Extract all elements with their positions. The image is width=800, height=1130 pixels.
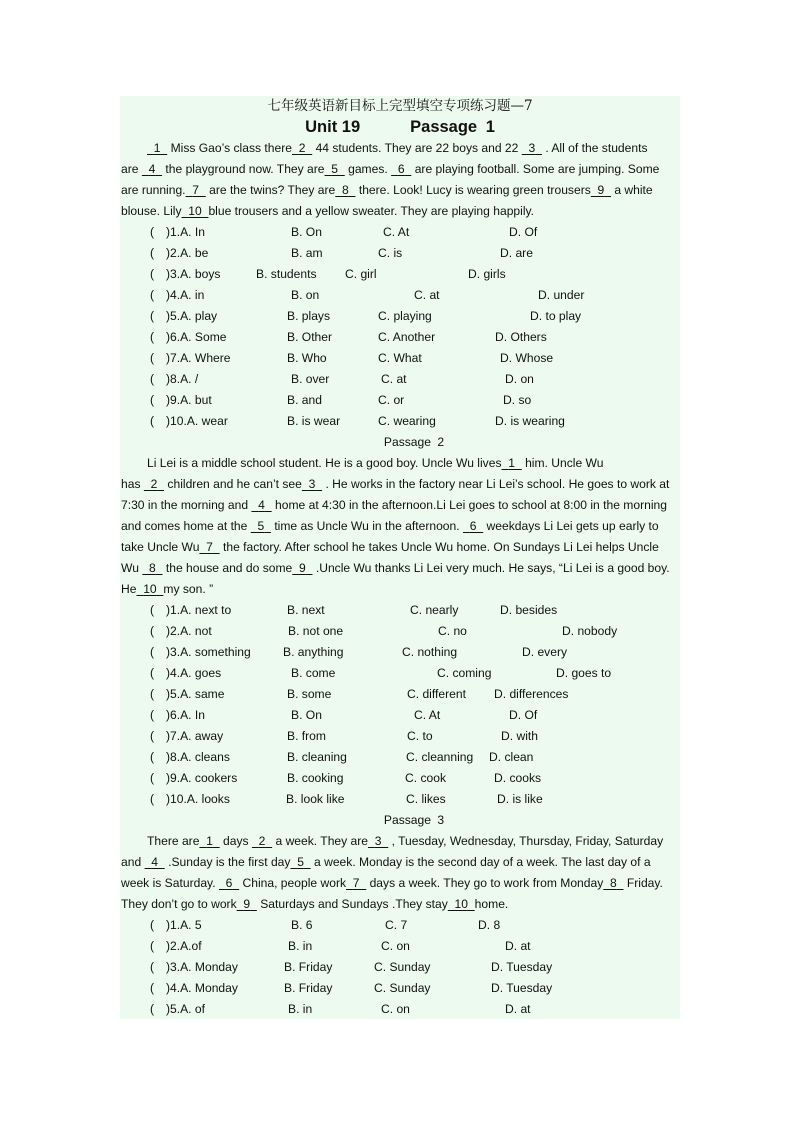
text-run: and xyxy=(121,855,145,869)
option-b: B. and xyxy=(287,393,322,407)
option-d: D. goes to xyxy=(556,666,612,680)
answer-bracket-close: ) xyxy=(166,708,171,722)
option-d: D. to play xyxy=(530,309,582,323)
option-d: D. at xyxy=(505,939,531,953)
option-b: B. anything xyxy=(283,645,344,659)
question-row xyxy=(120,621,680,642)
option-a-group xyxy=(166,264,220,285)
text-run: blue trousers and a yellow sweater. They are playing happily. xyxy=(208,204,535,218)
text-run: days xyxy=(219,834,252,848)
option-a: 3.A. something xyxy=(170,645,251,659)
option-b: B. cleaning xyxy=(287,750,347,764)
text-run: are running. xyxy=(121,183,186,197)
answer-bracket-open: ( xyxy=(150,1002,155,1016)
option-d: D. Of xyxy=(509,708,538,722)
option-b: B. On xyxy=(291,708,322,722)
option-c: C. at xyxy=(414,288,440,302)
question-row xyxy=(120,936,680,957)
question-row xyxy=(120,999,680,1020)
option-a-group xyxy=(166,327,227,348)
option-b: B. on xyxy=(291,288,320,302)
option-c: C. different xyxy=(407,687,466,701)
answer-bracket-open: ( xyxy=(150,687,155,701)
answer-bracket-open: ( xyxy=(150,351,155,365)
text-run: has xyxy=(121,477,144,491)
question-row xyxy=(120,705,680,726)
option-c: C. at xyxy=(381,372,407,386)
answer-bracket-open: ( xyxy=(150,225,155,239)
option-c: C. on xyxy=(381,939,410,953)
text-run: weekdays Li Lei gets up early to xyxy=(483,519,659,533)
text-run: Friday. xyxy=(623,876,663,890)
option-b: B. some xyxy=(287,687,332,701)
option-a-group xyxy=(166,390,212,411)
option-d: D. clean xyxy=(489,750,534,764)
passage-heading: Passage 1 xyxy=(410,118,495,136)
answer-blank: 9 xyxy=(597,183,605,197)
answer-bracket-close: ) xyxy=(166,624,171,638)
text-run: the playground now. They are xyxy=(162,162,325,176)
option-c: C. At xyxy=(383,225,410,239)
option-a-group xyxy=(166,411,228,432)
question-row xyxy=(120,369,680,390)
text-run: the house and do some xyxy=(162,561,293,575)
answer-bracket-open: ( xyxy=(150,939,155,953)
answer-bracket-open: ( xyxy=(150,918,155,932)
option-d: D. differences xyxy=(494,687,569,701)
text-run: games. xyxy=(344,162,392,176)
answer-bracket-close: ) xyxy=(166,750,171,764)
answer-blank: 5 xyxy=(297,855,304,869)
paragraph-line xyxy=(120,453,680,474)
answer-bracket-open: ( xyxy=(150,330,155,344)
answer-blank: 9 xyxy=(299,561,306,575)
paragraph-line xyxy=(120,474,680,495)
option-a-group xyxy=(166,663,221,684)
answer-bracket-close: ) xyxy=(166,372,171,386)
answer-blank: 8 xyxy=(149,561,156,575)
answer-bracket-close: ) xyxy=(166,288,171,302)
option-c: C. on xyxy=(381,1002,410,1016)
answer-blank: 8 xyxy=(342,183,349,197)
text-run: my son. ” xyxy=(163,582,214,596)
answer-bracket-close: ) xyxy=(166,414,171,428)
option-c: C. girl xyxy=(345,267,377,281)
text-run: and comes home at the xyxy=(121,519,251,533)
text-run: .Sunday is the first day xyxy=(164,855,291,869)
answer-bracket-open: ( xyxy=(150,792,155,806)
option-d: D. nobody xyxy=(562,624,618,638)
answer-blank: 2 xyxy=(150,477,158,491)
option-a-group xyxy=(166,348,231,369)
answer-bracket-close: ) xyxy=(166,351,171,365)
answer-bracket-open: ( xyxy=(150,246,155,260)
answer-blank: 1 xyxy=(153,141,161,155)
answer-blank: 8 xyxy=(610,876,617,890)
text-run: Wu xyxy=(121,561,143,575)
question-row xyxy=(120,411,680,432)
question-row xyxy=(120,306,680,327)
option-c: C. wearing xyxy=(378,414,436,428)
option-c: C. 7 xyxy=(385,918,408,932)
option-b: B. not one xyxy=(288,624,344,638)
answer-bracket-open: ( xyxy=(150,750,155,764)
question-row xyxy=(120,747,680,768)
question-row xyxy=(120,243,680,264)
answer-bracket-close: ) xyxy=(166,1002,171,1016)
text-run: are the twins? They are xyxy=(205,183,336,197)
option-a: 1.A. In xyxy=(170,225,205,239)
option-b: B. Who xyxy=(287,351,327,365)
unit-heading xyxy=(120,117,680,138)
paragraph-line xyxy=(120,138,680,159)
paragraph-line xyxy=(120,852,680,873)
option-b: B. from xyxy=(287,729,326,743)
answer-bracket-close: ) xyxy=(166,981,171,995)
option-d: D. besides xyxy=(500,603,558,617)
unit-label: Unit 19 xyxy=(305,118,361,136)
option-b: B. students xyxy=(256,267,317,281)
answer-bracket-open: ( xyxy=(150,267,155,281)
option-a: 5.A. same xyxy=(170,687,225,701)
text-run: week is Saturday. xyxy=(121,876,219,890)
text-run: Miss Gao’s class there xyxy=(167,141,292,155)
answer-bracket-open: ( xyxy=(150,372,155,386)
text-run: him. Uncle Wu xyxy=(521,456,604,470)
option-d: D. Of xyxy=(509,225,538,239)
answer-bracket-open: ( xyxy=(150,981,155,995)
question-row xyxy=(120,222,680,243)
paragraph-line xyxy=(120,180,680,201)
option-a-group xyxy=(166,684,224,705)
option-a-group xyxy=(166,768,237,789)
text-run: Saturdays and Sundays .They stay xyxy=(256,897,448,911)
option-a-group xyxy=(166,642,251,663)
option-a-group xyxy=(166,726,223,747)
answer-bracket-open: ( xyxy=(150,645,155,659)
paragraph-line xyxy=(120,894,680,915)
question-row xyxy=(120,726,680,747)
text-run: There are xyxy=(147,834,200,848)
passage-heading: Passage 3 xyxy=(383,813,445,827)
answer-bracket-open: ( xyxy=(150,393,155,407)
option-a-group xyxy=(166,747,230,768)
text-run: children and he can’t see xyxy=(164,477,302,491)
option-d: D. Others xyxy=(495,330,547,344)
text-run: .Uncle Wu thanks Li Lei very much. He says, “Li Lei is a good boy. xyxy=(312,561,670,575)
question-row xyxy=(120,348,680,369)
option-a: 4.A. goes xyxy=(170,666,222,680)
text-run: a week. Monday is the second day of a week. The last day of a xyxy=(310,855,651,869)
option-b: B. Friday xyxy=(284,981,333,995)
question-row xyxy=(120,957,680,978)
option-b: B. On xyxy=(291,225,322,239)
option-a: 8.A. cleans xyxy=(170,750,230,764)
option-d: D. Tuesday xyxy=(491,960,553,974)
option-d: D. every xyxy=(522,645,568,659)
answer-bracket-close: ) xyxy=(166,792,171,806)
answer-blank: 6 xyxy=(397,162,405,176)
question-row xyxy=(120,642,680,663)
option-a: 4.A. Monday xyxy=(170,981,238,995)
option-c: C. no xyxy=(438,624,467,638)
option-a: 5.A. of xyxy=(170,1002,205,1016)
option-a: 2.A. be xyxy=(170,246,209,260)
answer-bracket-open: ( xyxy=(150,603,155,617)
question-row xyxy=(120,264,680,285)
answer-blank: 9 xyxy=(243,897,251,911)
option-a: 9.A. but xyxy=(170,393,212,407)
answer-blank: 5 xyxy=(331,162,338,176)
option-a-group xyxy=(166,222,205,243)
answer-blank: 4 xyxy=(151,855,159,869)
option-a: 10.A. looks xyxy=(170,792,230,806)
option-a: 7.A. Where xyxy=(170,351,231,365)
answer-bracket-close: ) xyxy=(166,918,171,932)
option-d: D. with xyxy=(501,729,538,743)
question-row xyxy=(120,600,680,621)
question-row xyxy=(120,789,680,810)
answer-bracket-close: ) xyxy=(166,603,171,617)
option-b: B. next xyxy=(287,603,325,617)
option-a: 2.A.of xyxy=(170,939,202,953)
answer-blank: 1 xyxy=(206,834,213,848)
option-a: 1.A. next to xyxy=(170,603,232,617)
answer-bracket-close: ) xyxy=(166,267,171,281)
answer-bracket-close: ) xyxy=(166,666,171,680)
paragraph-line xyxy=(120,516,680,537)
option-a: 3.A. boys xyxy=(170,267,221,281)
text-run: blouse. Lily xyxy=(121,204,182,218)
option-b: B. in xyxy=(288,939,313,953)
option-b: B. Friday xyxy=(284,960,333,974)
option-d: D. girls xyxy=(468,267,506,281)
paragraph-line xyxy=(120,558,680,579)
text-run: time as Uncle Wu in the afternoon. xyxy=(270,519,463,533)
option-c: C. or xyxy=(378,393,405,407)
answer-bracket-close: ) xyxy=(166,771,171,785)
option-c: C. Another xyxy=(378,330,436,344)
text-run: the factory. After school he takes Uncle Wu home. On Sundays Li Lei helps Uncle xyxy=(219,540,659,554)
option-a-group xyxy=(166,915,202,936)
option-d: D. is wearing xyxy=(495,414,565,428)
passage-heading: Passage 2 xyxy=(383,435,445,449)
paragraph-line xyxy=(120,159,680,180)
option-a: 6.A. In xyxy=(170,708,205,722)
option-b: B. come xyxy=(291,666,336,680)
option-a-group xyxy=(166,789,230,810)
question-row xyxy=(120,978,680,999)
text-run: . He works in the factory near Li Lei’s school. He goes to work at xyxy=(322,477,670,491)
option-c: C. At xyxy=(414,708,441,722)
option-c: C. is xyxy=(378,246,403,260)
option-a-group xyxy=(166,957,238,978)
answer-bracket-close: ) xyxy=(166,246,171,260)
text-run: 44 students. They are 22 boys and 22 xyxy=(312,141,522,155)
option-d: D. on xyxy=(505,372,534,386)
question-row xyxy=(120,768,680,789)
text-run: are playing football. Some are jumping. Some xyxy=(411,162,660,176)
option-c: C. to xyxy=(407,729,433,743)
answer-bracket-open: ( xyxy=(150,771,155,785)
option-d: D. so xyxy=(503,393,532,407)
answer-bracket-open: ( xyxy=(150,309,155,323)
option-b: B. Other xyxy=(287,330,333,344)
question-row xyxy=(120,285,680,306)
option-b: B. am xyxy=(291,246,323,260)
answer-blank: 3 xyxy=(308,477,316,491)
option-a: 6.A. Some xyxy=(170,330,227,344)
question-row xyxy=(120,327,680,348)
option-c: C. cleanning xyxy=(406,750,474,764)
answer-blank: 10 xyxy=(143,582,157,596)
answer-blank: 7 xyxy=(206,540,213,554)
option-b: B. in xyxy=(288,1002,313,1016)
option-a-group xyxy=(166,369,198,390)
option-c: C. Sunday xyxy=(374,960,431,974)
question-row xyxy=(120,915,680,936)
option-a: 1.A. 5 xyxy=(170,918,202,932)
option-b: B. is wear xyxy=(287,414,341,428)
paragraph-line xyxy=(120,831,680,852)
answer-bracket-close: ) xyxy=(166,939,171,953)
answer-blank: 6 xyxy=(225,876,233,890)
answer-bracket-close: ) xyxy=(166,645,171,659)
option-d: D. is like xyxy=(497,792,543,806)
option-c: C. nothing xyxy=(402,645,458,659)
text-run: home at 4:30 in the afternoon.Li Lei goes to school at 8:00 in the morning xyxy=(271,498,667,512)
option-d: D. at xyxy=(505,1002,531,1016)
option-c: C. coming xyxy=(437,666,492,680)
paragraph-line xyxy=(120,495,680,516)
option-a-group xyxy=(166,306,217,327)
answer-blank: 10 xyxy=(454,897,468,911)
option-d: D. cooks xyxy=(494,771,542,785)
option-a-group xyxy=(166,705,205,726)
option-c: C. Sunday xyxy=(374,981,431,995)
answer-bracket-open: ( xyxy=(150,666,155,680)
answer-blank: 6 xyxy=(469,519,477,533)
answer-bracket-open: ( xyxy=(150,624,155,638)
option-c: C. cook xyxy=(405,771,446,785)
text-run: Li Lei is a middle school student. He is a good boy. Uncle Wu lives xyxy=(147,456,502,470)
answer-blank: 7 xyxy=(192,183,200,197)
answer-bracket-open: ( xyxy=(150,729,155,743)
option-d: D. 8 xyxy=(478,918,501,932)
text-run: a white xyxy=(610,183,653,197)
option-a: 2.A. not xyxy=(170,624,212,638)
text-run: take Uncle Wu xyxy=(121,540,200,554)
option-a: 3.A. Monday xyxy=(170,960,238,974)
text-run: home. xyxy=(474,897,509,911)
option-b: B. over xyxy=(291,372,330,386)
answer-bracket-close: ) xyxy=(166,729,171,743)
answer-bracket-open: ( xyxy=(150,708,155,722)
answer-blank: 1 xyxy=(508,456,515,470)
text-run: He xyxy=(121,582,137,596)
answer-bracket-close: ) xyxy=(166,309,171,323)
option-a-group xyxy=(166,999,205,1020)
answer-bracket-close: ) xyxy=(166,393,171,407)
option-a: 10.A. wear xyxy=(170,414,228,428)
option-a: 8.A. / xyxy=(170,372,199,386)
option-a-group xyxy=(166,936,202,957)
answer-bracket-close: ) xyxy=(166,687,171,701)
text-run: They don’t go to work xyxy=(121,897,237,911)
answer-blank: 10 xyxy=(188,204,202,218)
option-d: D. are xyxy=(500,246,533,260)
text-run: there. Look! Lucy is wearing green trousers xyxy=(355,183,591,197)
text-run: days a week. They go to work from Monday xyxy=(366,876,604,890)
option-a: 7.A. away xyxy=(170,729,224,743)
option-b: B. cooking xyxy=(287,771,344,785)
answer-blank: 4 xyxy=(258,498,265,512)
option-a: 5.A. play xyxy=(170,309,218,323)
option-a-group xyxy=(166,978,238,999)
answer-bracket-open: ( xyxy=(150,288,155,302)
option-c: C. nearly xyxy=(410,603,459,617)
text-run: 7:30 in the morning and xyxy=(121,498,252,512)
option-a-group xyxy=(166,600,231,621)
answer-bracket-close: ) xyxy=(166,960,171,974)
answer-blank: 5 xyxy=(257,519,265,533)
option-b: B. plays xyxy=(287,309,331,323)
option-a-group xyxy=(166,285,204,306)
paragraph-line xyxy=(120,201,680,222)
text-run: a week. They are xyxy=(272,834,369,848)
question-row xyxy=(120,663,680,684)
option-b: B. look like xyxy=(286,792,345,806)
answer-bracket-close: ) xyxy=(166,225,171,239)
option-d: D. Tuesday xyxy=(491,981,553,995)
option-a-group xyxy=(166,243,208,264)
text-run: China, people work xyxy=(239,876,347,890)
question-row xyxy=(120,684,680,705)
option-d: D. under xyxy=(538,288,585,302)
paragraph-line xyxy=(120,579,680,600)
answer-bracket-close: ) xyxy=(166,330,171,344)
option-c: C. playing xyxy=(378,309,432,323)
option-d: D. Whose xyxy=(500,351,554,365)
paragraph-line xyxy=(120,537,680,558)
option-a: 4.A. in xyxy=(170,288,205,302)
answer-blank: 2 xyxy=(258,834,266,848)
answer-blank: 3 xyxy=(374,834,382,848)
option-c: C. What xyxy=(378,351,422,365)
option-a: 9.A. cookers xyxy=(170,771,238,785)
worksheet-title: 七年级英语新目标上完型填空专项练习题—7 xyxy=(267,98,533,114)
option-c: C. likes xyxy=(406,792,446,806)
answer-blank: 7 xyxy=(352,876,360,890)
question-row xyxy=(120,390,680,411)
worksheet-page xyxy=(120,96,680,1019)
text-run: . All of the students xyxy=(541,141,648,155)
answer-bracket-open: ( xyxy=(150,414,155,428)
paragraph-line xyxy=(120,873,680,894)
answer-blank: 3 xyxy=(528,141,536,155)
option-a-group xyxy=(166,621,212,642)
option-b: B. 6 xyxy=(291,918,313,932)
answer-blank: 4 xyxy=(148,162,156,176)
text-run: are xyxy=(121,162,142,176)
answer-blank: 2 xyxy=(298,141,306,155)
text-run: , Tuesday, Wednesday, Thursday, Friday, Saturday xyxy=(388,834,664,848)
answer-bracket-open: ( xyxy=(150,960,155,974)
